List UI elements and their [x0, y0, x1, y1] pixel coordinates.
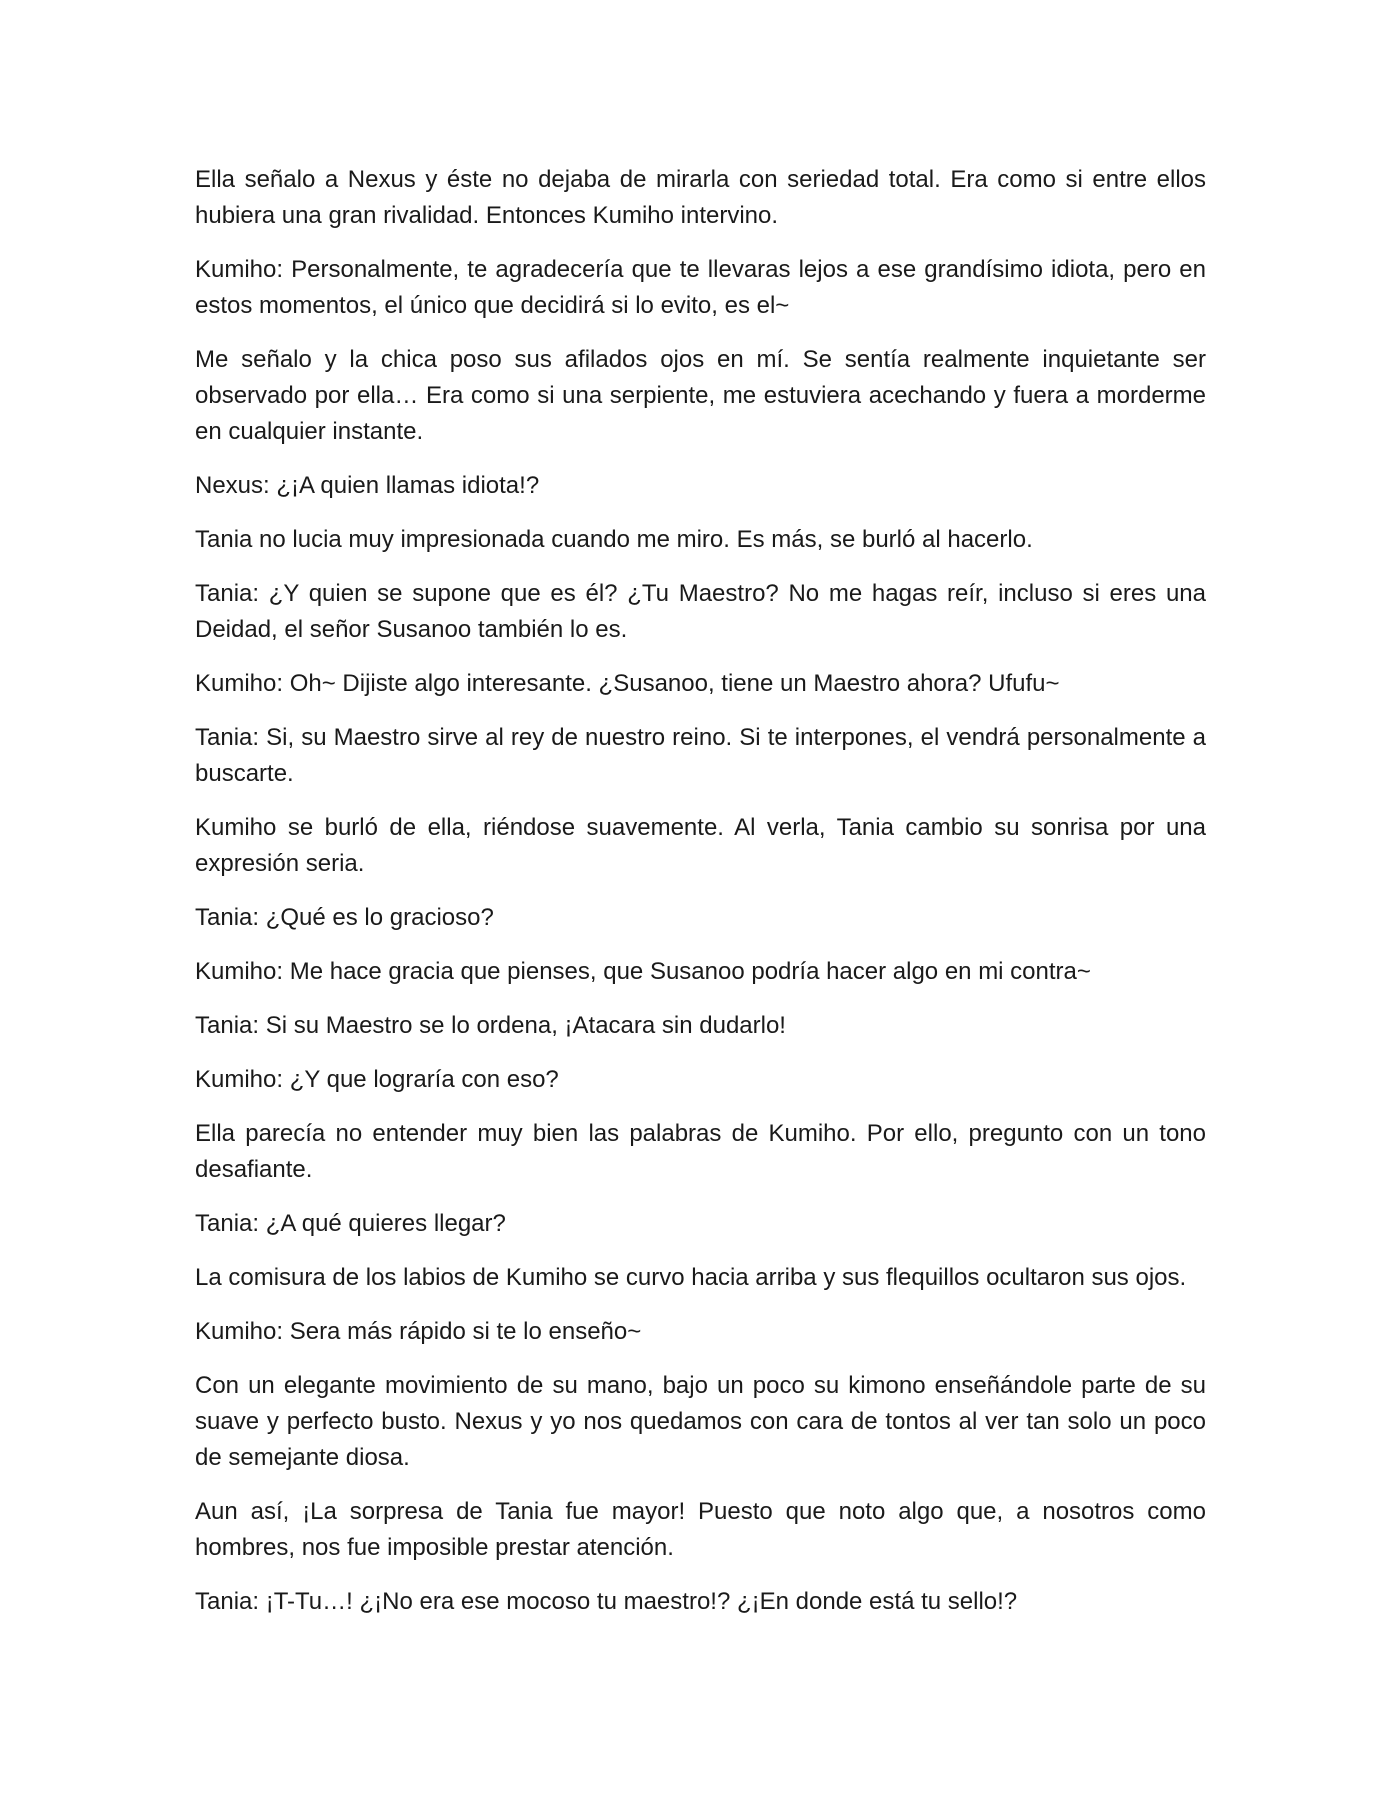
paragraph: Tania: Si, su Maestro sirve al rey de nuestro reino. Si te interpones, el vendrá personalmente a buscarte.: [195, 724, 1206, 787]
paragraph: Kumiho: ¿Y que lograría con eso?: [195, 1066, 559, 1093]
paragraph: Ella parecía no entender muy bien las palabras de Kumiho. Por ello, pregunto con un tono desafiante.: [195, 1120, 1206, 1183]
paragraph: Tania: ¿A qué quieres llegar?: [195, 1210, 506, 1237]
paragraph: Kumiho: Me hace gracia que pienses, que Susanoo podría hacer algo en mi contra~: [195, 958, 1091, 985]
paragraph: Con un elegante movimiento de su mano, bajo un poco su kimono enseñándole parte de su suave y perfecto busto. Nexus y yo nos quedamos con cara de tontos al ver tan solo un poco de semejante diosa.: [195, 1372, 1206, 1471]
paragraph: Nexus: ¿¡A quien llamas idiota!?: [195, 472, 540, 499]
paragraph: Tania: ¿Y quien se supone que es él? ¿Tu Maestro? No me hagas reír, incluso si eres una Deidad, el señor Susanoo también lo es.: [195, 580, 1206, 643]
paragraph: Me señalo y la chica poso sus afilados ojos en mí. Se sentía realmente inquietante ser observado por ella… Era como si una serpiente, me estuviera acechando y fuera a morderme en cualquier instante.: [195, 346, 1206, 445]
paragraph: Kumiho: Oh~ Dijiste algo interesante. ¿Susanoo, tiene un Maestro ahora? Ufufu~: [195, 670, 1060, 697]
paragraph: Ella señalo a Nexus y éste no dejaba de mirarla con seriedad total. Era como si entre ellos hubiera una gran rivalidad. Entonces Kumiho intervino.: [195, 166, 1206, 229]
paragraph: Kumiho se burló de ella, riéndose suavemente. Al verla, Tania cambio su sonrisa por una expresión seria.: [195, 814, 1206, 877]
paragraph: Tania: ¡T-Tu…! ¿¡No era ese mocoso tu maestro!? ¿¡En donde está tu sello!?: [195, 1588, 1018, 1615]
paragraph: Tania: ¿Qué es lo gracioso?: [195, 904, 494, 931]
paragraph: Tania no lucia muy impresionada cuando me miro. Es más, se burló al hacerlo.: [195, 526, 1033, 553]
paragraph: La comisura de los labios de Kumiho se curvo hacia arriba y sus flequillos ocultaron sus ojos.: [195, 1264, 1187, 1291]
paragraph: Aun así, ¡La sorpresa de Tania fue mayor! Puesto que noto algo que, a nosotros como hombres, nos fue imposible prestar atención.: [195, 1498, 1206, 1561]
paragraph: Kumiho: Sera más rápido si te lo enseño~: [195, 1318, 642, 1345]
paragraph: Tania: Si su Maestro se lo ordena, ¡Atacara sin dudarlo!: [195, 1012, 786, 1039]
document-body: [195, 162, 1206, 1638]
paragraph: Kumiho: Personalmente, te agradecería que te llevaras lejos a ese grandísimo idiota, pero en estos momentos, el único que decidirá si lo evito, es el~: [195, 256, 1206, 319]
